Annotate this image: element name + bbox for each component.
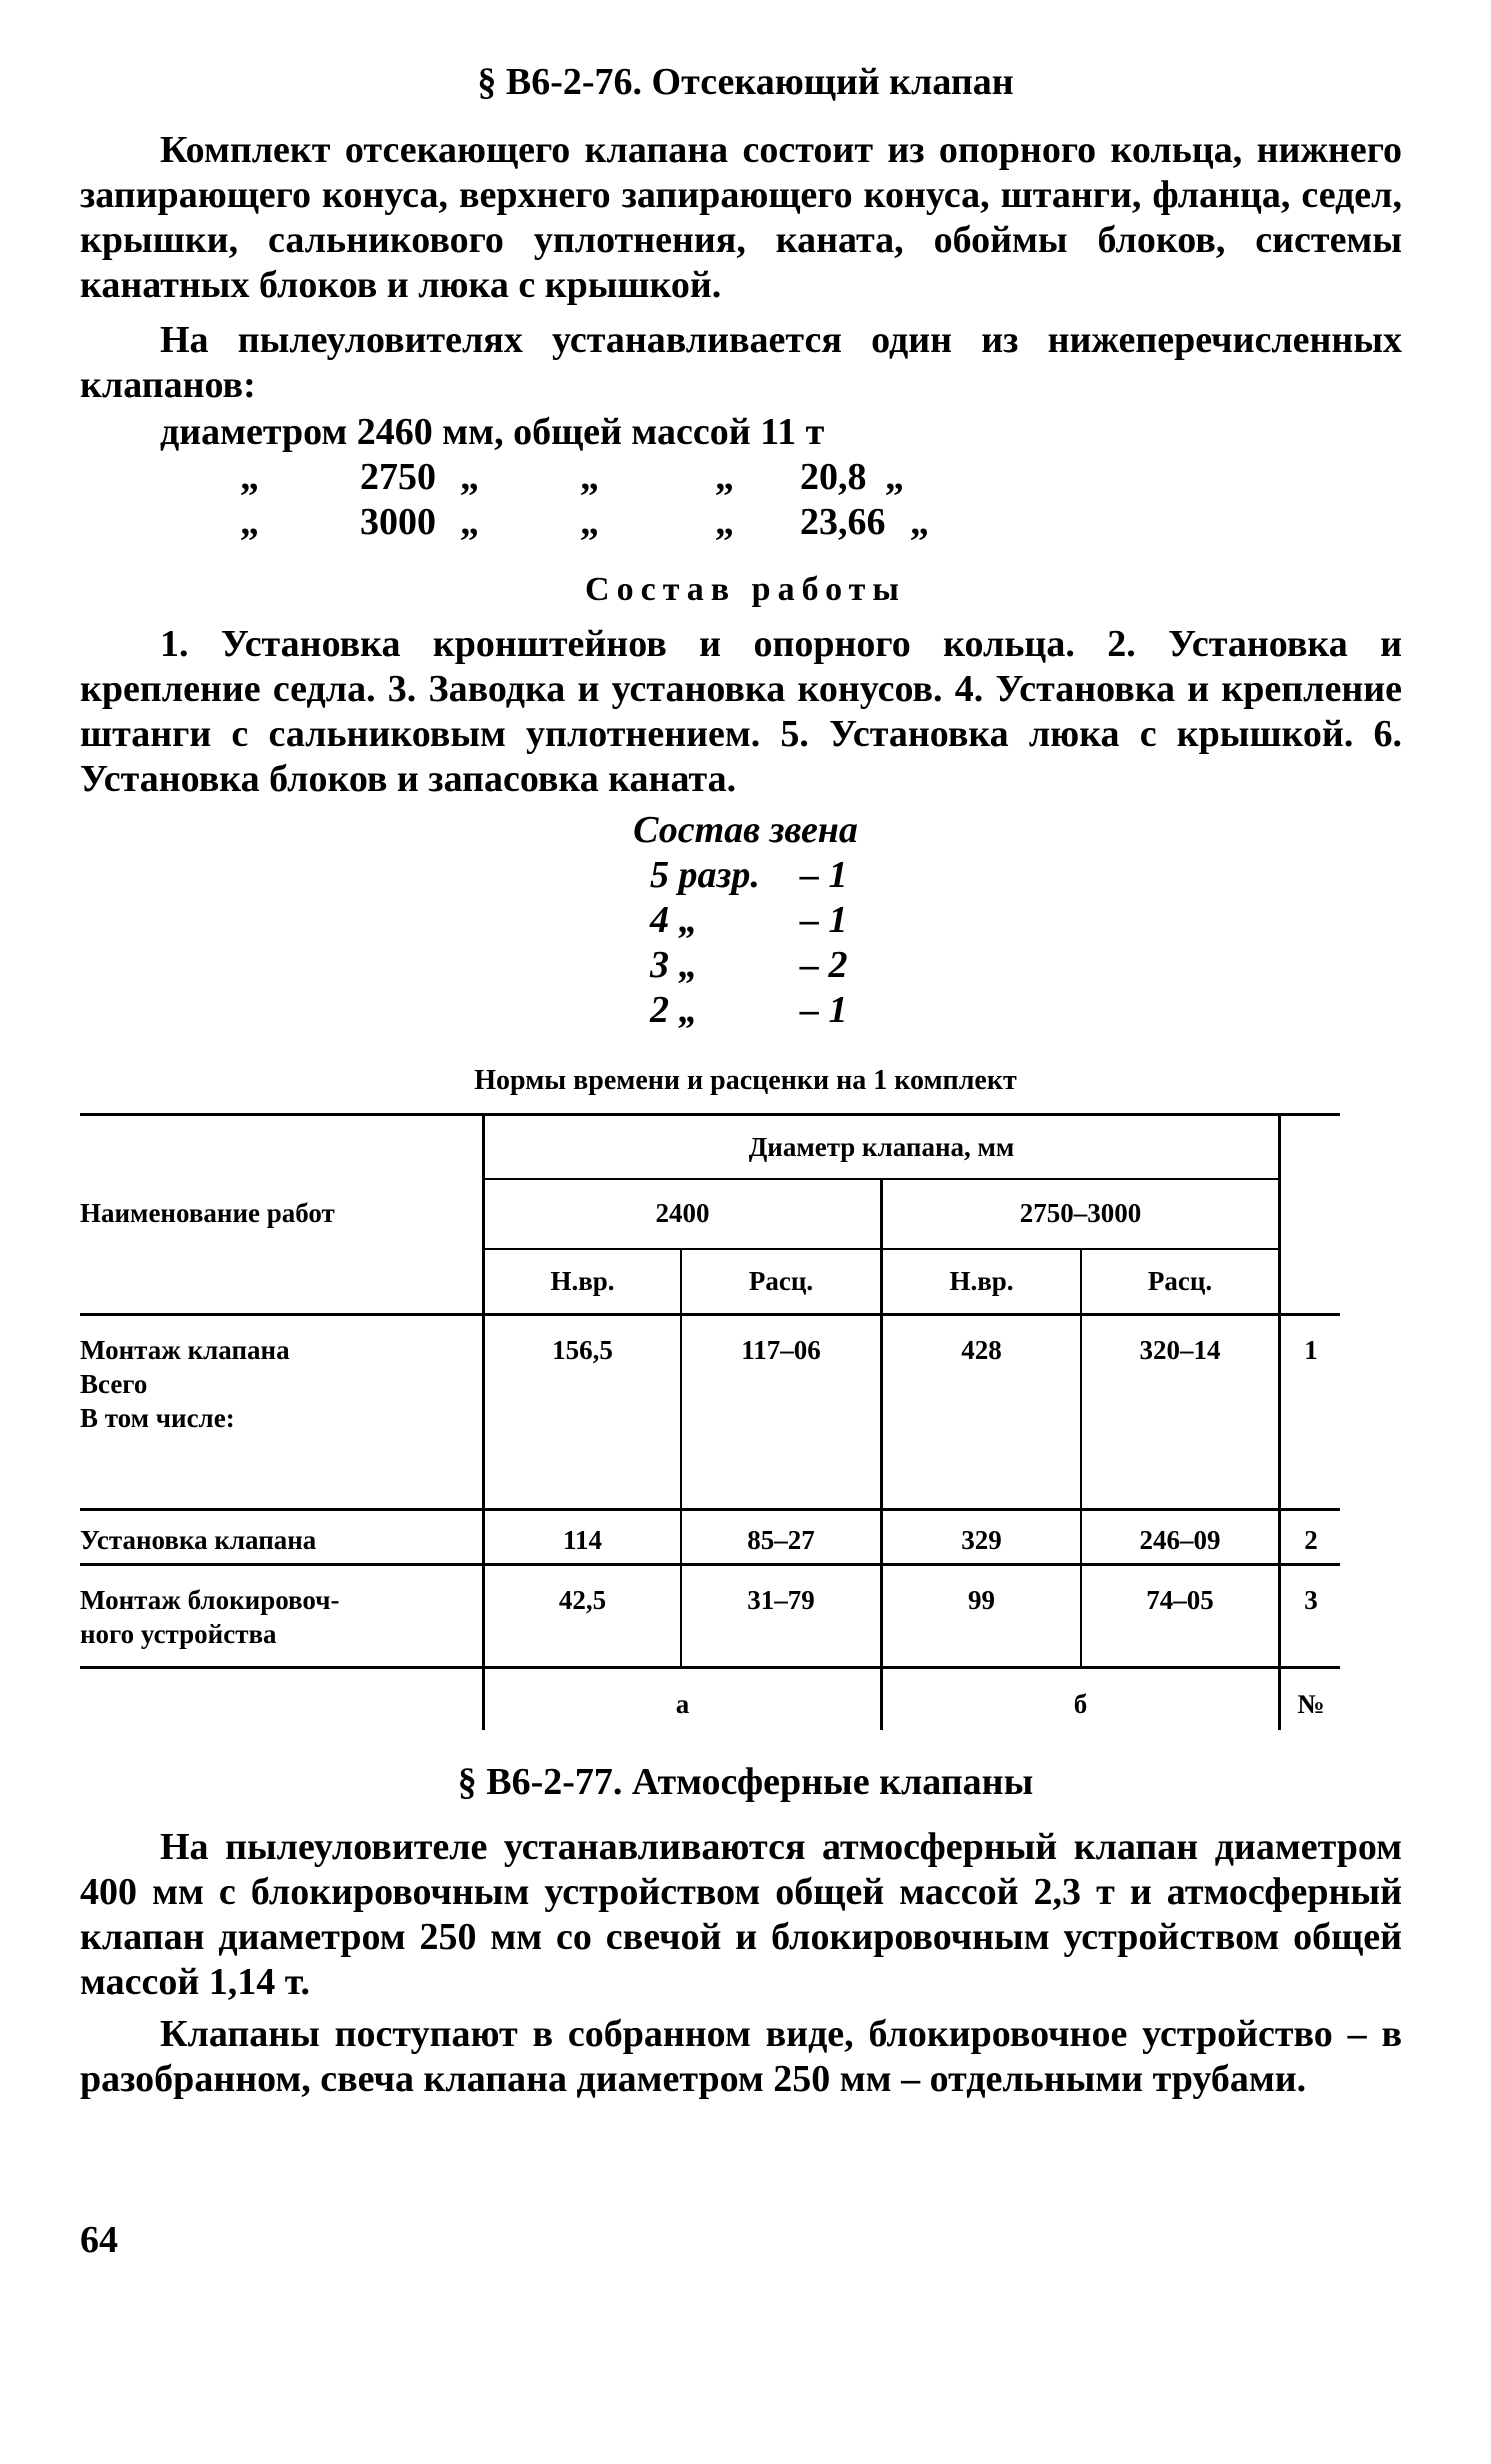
row-name-line: ного устройства <box>80 1619 277 1649</box>
group-header: 2750–3000 <box>1019 1198 1142 1228</box>
list-label: общей массой <box>513 411 751 453</box>
sub-header: Расц. <box>748 1266 814 1296</box>
section-title: § В6-2-76. Отсекающий клапан <box>477 61 1014 103</box>
crew-grade: 5 разр. <box>650 854 760 896</box>
section-title: § В6-2-77. Атмосферные клапаны <box>457 1761 1034 1803</box>
ditto-mark: „ <box>715 501 734 543</box>
list-diameter: 2460 <box>356 411 433 453</box>
list-diameter: 3000 <box>360 501 436 543</box>
table-rule <box>880 1178 883 1730</box>
table-rule <box>80 1563 1340 1566</box>
crew-grade: 3 „ <box>650 944 698 986</box>
table-cell: 31–79 <box>747 1585 815 1615</box>
table-cell: 74–05 <box>1146 1585 1214 1615</box>
column-index: б <box>1073 1689 1088 1719</box>
sub-header: Н.вр. <box>550 1266 615 1296</box>
column-index: № <box>1297 1689 1325 1719</box>
col-header-name: Наименование работ <box>80 1198 335 1228</box>
ditto-mark: „ <box>240 501 259 543</box>
list-mass: 11 <box>760 411 797 453</box>
list-item <box>160 410 824 455</box>
sub-header: Н.вр. <box>949 1266 1014 1296</box>
list-unit: т <box>805 411 825 453</box>
table-cell: 428 <box>961 1335 1002 1365</box>
crew-count: – 2 <box>800 944 848 986</box>
table-cell: 329 <box>961 1525 1002 1555</box>
row-number: 2 <box>1304 1525 1318 1555</box>
table-rule <box>80 1113 1340 1116</box>
crew-grade: 4 „ <box>650 899 698 941</box>
group-header: 2400 <box>655 1198 710 1228</box>
crew-grade: 2 „ <box>650 989 698 1031</box>
crew-count: – 1 <box>800 989 848 1031</box>
list-mass: 23,66 <box>800 501 886 543</box>
ditto-mark: „ <box>460 501 479 543</box>
list-diameter: 2750 <box>360 456 436 498</box>
table-rule <box>80 1508 1340 1511</box>
table-cell: 246–09 <box>1139 1525 1221 1555</box>
table-cell: 156,5 <box>552 1335 613 1365</box>
crew-heading: Состав звена <box>633 809 858 851</box>
paragraph: Клапаны поступают в собранном виде, блокировочное устройство – в разобранном, свеча клапана диаметром 250 мм – отдельными трубами. <box>80 2013 1402 2100</box>
table-cell: 114 <box>562 1525 602 1555</box>
table-cell: 320–14 <box>1139 1335 1221 1365</box>
diameter-header: Диаметр клапана, мм <box>748 1132 1015 1162</box>
row-name-line: Монтаж блокировоч- <box>80 1585 340 1615</box>
table-cell: 99 <box>968 1585 995 1615</box>
table-cell: 117–06 <box>741 1335 821 1365</box>
row-number: 1 <box>1304 1335 1318 1365</box>
row-number: 3 <box>1304 1585 1318 1615</box>
ditto-mark: „ <box>910 501 929 543</box>
row-name-line: Всего <box>80 1369 148 1399</box>
table-cell: 42,5 <box>558 1585 607 1615</box>
table-caption: Нормы времени и расценки на 1 комплект <box>474 1065 1017 1096</box>
work-description: 1. Установка кронштейнов и опорного кольца. 2. Установка и крепление седла. 3. Заводка и установка конусов. 4. Установка и крепление штанги с сальниковым уплотнением. 5. Установка люка с крышкой. 6. Установка блоков и запасовка каната. <box>80 623 1402 800</box>
table-rule <box>1278 1113 1281 1730</box>
ditto-mark: „ <box>885 456 904 498</box>
list-unit: мм, <box>442 411 504 453</box>
crew-count: – 1 <box>800 899 848 941</box>
ditto-mark: „ <box>580 456 599 498</box>
row-name-line: В том числе: <box>80 1403 235 1433</box>
ditto-mark: „ <box>715 456 734 498</box>
paragraph: На пылеуловителях устанавливается один из нижеперечисленных клапанов: <box>80 319 1402 406</box>
ditto-mark: „ <box>580 501 599 543</box>
row-name-line: Монтаж клапана <box>80 1335 290 1365</box>
paragraph: Комплект отсекающего клапана состоит из опорного кольца, нижнего запирающего конуса, верхнего запирающего конуса, штанги, фланца, седел, крышки, сальникового уплотнения, каната, обоймы блоков, системы канатных блоков и люка с крышкой. <box>80 129 1402 306</box>
column-index: а <box>675 1689 690 1719</box>
paragraph: На пылеуловителе устанавливаются атмосферный клапан диаметром 400 мм с блокировочным устройством общей массой 2,3 т и атмосферный клапан диаметром 250 мм со свечой и блокировочным устройством общей массой 1,14 т. <box>80 1826 1402 2003</box>
table-rule <box>80 1666 1340 1669</box>
ditto-mark: „ <box>460 456 479 498</box>
ditto-mark: „ <box>240 456 259 498</box>
sub-header: Расц. <box>1147 1266 1213 1296</box>
table-rule <box>80 1313 1340 1316</box>
page-number: 64 <box>80 2219 118 2261</box>
work-heading: Состав работы <box>585 571 906 608</box>
row-name-line: Установка клапана <box>80 1525 317 1555</box>
list-prefix: диаметром <box>160 411 348 453</box>
list-mass: 20,8 <box>800 456 867 498</box>
crew-count: – 1 <box>800 854 848 896</box>
table-cell: 85–27 <box>747 1525 815 1555</box>
